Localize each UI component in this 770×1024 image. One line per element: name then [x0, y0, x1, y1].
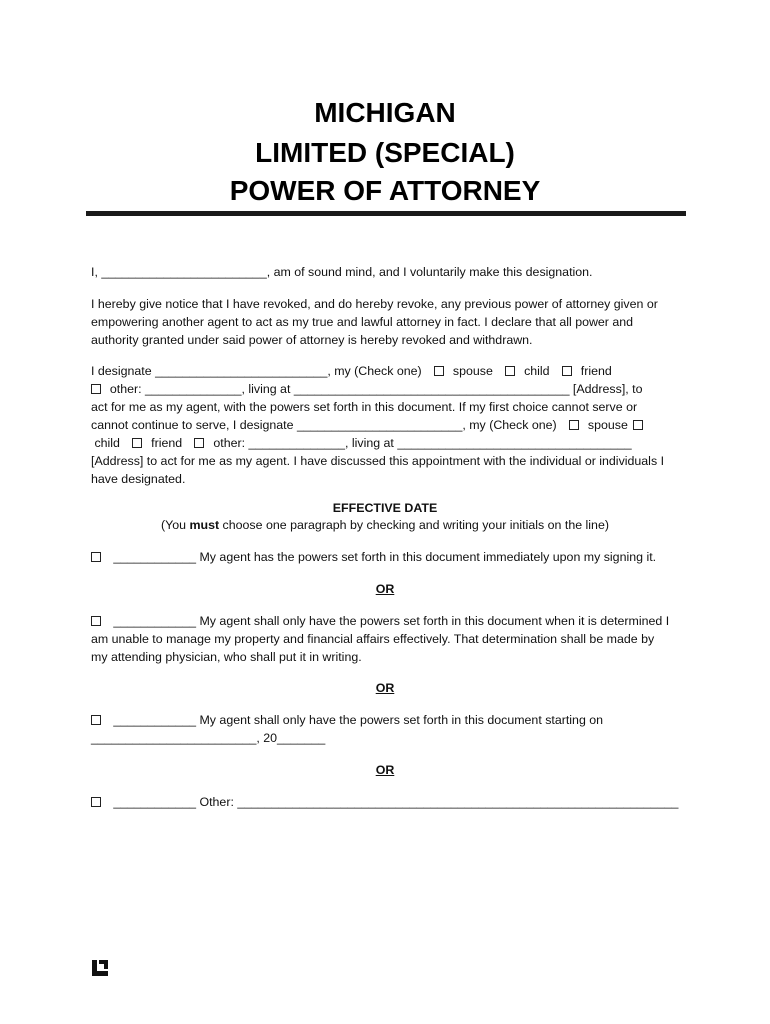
title-divider — [86, 211, 686, 216]
spouse-label: spouse — [452, 364, 493, 378]
option-incapacity — [91, 612, 679, 666]
instructions-must: must — [189, 518, 220, 532]
alt-friend-label: friend — [151, 436, 183, 450]
designation-line-4 — [91, 416, 679, 434]
option-start-date-line-2: ________________________, 20_______ — [91, 731, 326, 745]
alt-friend-checkbox[interactable] — [132, 438, 142, 448]
designation-paragraph — [91, 362, 679, 488]
friend-label: friend — [580, 364, 612, 378]
designation-line-7: have designated. — [91, 472, 186, 486]
effective-date-heading: EFFECTIVE DATE — [332, 501, 438, 515]
option-incapacity-line-2: am unable to manage my property and financial affairs effectively. That determination shall be made by — [91, 632, 655, 646]
option-incapacity-checkbox[interactable] — [91, 616, 101, 626]
other-address-text: other: ______________, living at ________________________________________ [Address], to — [109, 382, 643, 396]
option-start-date-checkbox[interactable] — [91, 715, 101, 725]
or-separator-2: OR — [375, 681, 395, 695]
or-separator-1: OR — [375, 582, 395, 596]
revocation-line-2: empowering another agent to act as my true and lawful attorney in fact. I declare that all power and — [91, 315, 634, 329]
designation-line-6: [Address] to act for me as my agent. I have discussed this appointment with the individual or individuals I — [91, 454, 665, 468]
title-document: POWER OF ATTORNEY — [229, 175, 541, 206]
option-immediate-checkbox[interactable] — [91, 552, 101, 562]
child-checkbox[interactable] — [505, 366, 515, 376]
document-logo-icon — [91, 959, 109, 977]
option-immediate — [91, 548, 679, 566]
spouse-checkbox[interactable] — [434, 366, 444, 376]
option-other — [91, 793, 679, 811]
revocation-paragraph — [91, 295, 679, 349]
option-start-date-text: ____________ My agent shall only have the powers set forth in this document starting on — [113, 713, 604, 727]
instructions-part-1: (You — [161, 518, 190, 532]
designation-line-2 — [91, 380, 679, 398]
or-separator-3: OR — [375, 763, 395, 777]
child-label: child — [524, 364, 550, 378]
instructions-part-2: choose one paragraph by checking and writing your initials on the line) — [219, 518, 609, 532]
option-start-date-line-1 — [91, 711, 679, 729]
revocation-line-3: authority granted under said power of attorney is hereby revoked and withdrawn. — [91, 333, 533, 347]
alternate-agent-text: cannot continue to serve, I designate ________________________, my (Check one) — [91, 418, 557, 432]
alt-child-checkbox[interactable] — [633, 420, 643, 430]
designation-agent-text: I designate _________________________, my (Check one) — [91, 364, 422, 378]
option-other-checkbox[interactable] — [91, 797, 101, 807]
intro-statement: I, ________________________, am of sound mind, and I voluntarily make this designation. — [91, 265, 593, 279]
option-other-text: ____________ Other: ________________________________________________________________ — [113, 795, 679, 809]
option-start-date — [91, 711, 679, 747]
alt-spouse-label: spouse — [587, 418, 628, 432]
alt-other-checkbox[interactable] — [194, 438, 204, 448]
title-type: LIMITED (SPECIAL) — [255, 137, 515, 168]
alt-spouse-checkbox[interactable] — [569, 420, 579, 430]
option-incapacity-line-3: my attending physician, who shall put it in writing. — [91, 650, 362, 664]
title-state: MICHIGAN — [314, 97, 456, 128]
option-incapacity-line-1 — [91, 612, 679, 630]
alt-child-label: child — [94, 436, 120, 450]
friend-checkbox[interactable] — [562, 366, 572, 376]
effective-date-instructions — [0, 516, 770, 534]
option-incapacity-text-1: ____________ My agent shall only have the powers set forth in this document when it is determined I — [113, 614, 670, 628]
other-checkbox[interactable] — [91, 384, 101, 394]
designation-line-3: act for me as my agent, with the powers set forth in this document. If my first choice cannot serve or — [91, 400, 638, 414]
alt-other-text: other: ______________, living at __________________________________ — [213, 436, 632, 450]
designation-line-1 — [91, 362, 679, 380]
option-immediate-text: ____________ My agent has the powers set forth in this document immediately upon my signing it. — [113, 550, 657, 564]
revocation-line-1: I hereby give notice that I have revoked, and do hereby revoke, any previous power of attorney given or — [91, 297, 658, 311]
designation-line-5 — [91, 434, 679, 452]
